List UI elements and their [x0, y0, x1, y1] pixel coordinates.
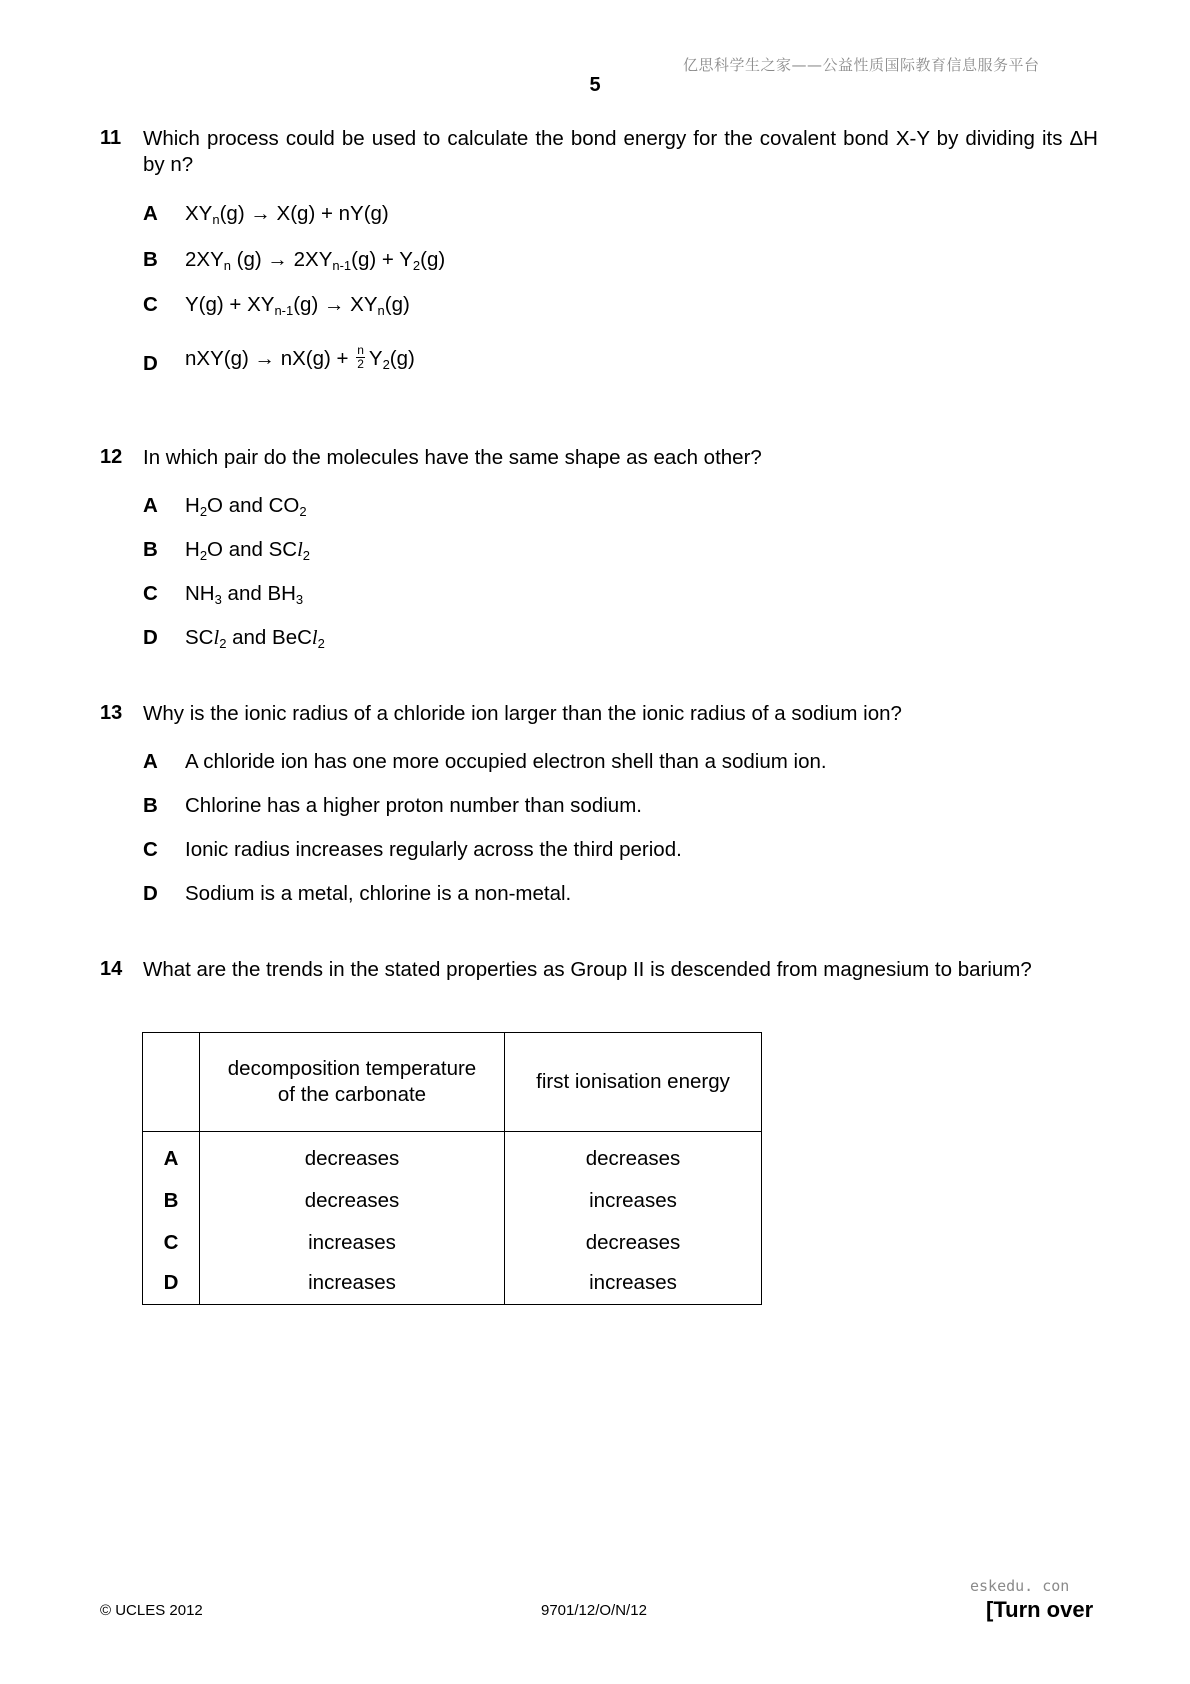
q13-option-b-text: Chlorine has a higher proton number than sodium. — [185, 794, 642, 817]
question-13-text: Why is the ionic radius of a chloride ion larger than the ionic radius of a sodium ion? — [143, 702, 902, 725]
header-watermark: 亿思科学生之家——公益性质国际教育信息服务平台 — [683, 56, 1040, 74]
q11-option-b-equation: $2XY_n$ $(g) \to 2XY_{n-1}(g) + Y_2(g)$ — [185, 248, 446, 273]
table-row-label: B — [143, 1180, 200, 1222]
q13-option-d-text: Sodium is a metal, chlorine is a non-metal. — [185, 882, 572, 905]
q13-option-d-label: D — [143, 882, 158, 905]
q12-option-d-text: SCl$_2$ and BeCl$_2$ — [185, 626, 325, 651]
table-cell-decomposition: decreases — [200, 1132, 505, 1181]
table-cell-ionisation: increases — [505, 1264, 762, 1305]
q11-option-c-label: C — [143, 293, 158, 316]
q12-option-a-label: A — [143, 494, 158, 517]
q11-option-d-label: D — [143, 352, 158, 375]
q12-option-d-label: D — [143, 626, 158, 649]
table-cell-decomposition: decreases — [200, 1180, 505, 1222]
table-cell-decomposition: increases — [200, 1264, 505, 1305]
table-header-blank — [143, 1033, 200, 1132]
q13-option-c-label: C — [143, 838, 158, 861]
table-cell-decomposition: increases — [200, 1222, 505, 1264]
turn-over-label: [Turn over — [986, 1597, 1094, 1622]
footer-paper-code: 9701/12/O/N/12 — [541, 1602, 647, 1619]
question-11-number: 11 — [100, 127, 122, 149]
q13-option-b-label: B — [143, 794, 158, 817]
table-row — [143, 1132, 762, 1181]
q11-option-d-equation: nXY(g) → nX(g) + $\frac{n}{2}$ $Y_2(g)$ — [185, 343, 415, 372]
table-header-decomposition: decomposition temperature of the carbonate — [200, 1033, 505, 1132]
question-12-text: In which pair do the molecules have the same shape as each other? — [143, 446, 762, 469]
table-cell-ionisation: increases — [505, 1180, 762, 1222]
table-row — [143, 1222, 762, 1264]
q13-option-c-text: Ionic radius increases regularly across the third period. — [185, 838, 682, 861]
footer-copyright: © UCLES 2012 — [100, 1602, 203, 1619]
footer-watermark: eskedu. con — [970, 1577, 1070, 1595]
question-13-number: 13 — [100, 702, 123, 724]
q11-option-b-label: B — [143, 248, 158, 271]
table-header-ionisation: first ionisation energy — [505, 1033, 762, 1132]
page-number: 5 — [589, 74, 601, 96]
table-cell-ionisation: decreases — [505, 1222, 762, 1264]
q13-option-a-label: A — [143, 750, 158, 773]
q12-option-c-label: C — [143, 582, 158, 605]
table-row-label: C — [143, 1222, 200, 1264]
q12-option-a-text: $H_2O$ and $CO_2$ — [185, 494, 307, 519]
trends-table — [142, 1032, 762, 1305]
q12-option-c-text: $NH_3$ and $BH_3$ — [185, 582, 304, 607]
question-12-number: 12 — [100, 446, 123, 468]
q11-option-a-equation: $XY_n(g) \to X(g) + nY(g)$ — [185, 202, 389, 227]
q13-option-a-text: A chloride ion has one more occupied electron shell than a sodium ion. — [185, 750, 827, 773]
table-row — [143, 1180, 762, 1222]
table-row-label: D — [143, 1264, 200, 1305]
question-14-number: 14 — [100, 958, 123, 980]
q11-option-a-label: A — [143, 202, 158, 225]
q11-option-c-equation: $Y(g) + XY_{n-1}(g) \to XY_n(g)$ — [185, 293, 410, 318]
table-cell-ionisation: decreases — [505, 1132, 762, 1181]
table-header-row — [143, 1033, 762, 1132]
table-row-label: A — [143, 1132, 200, 1181]
question-11-text: Which process could be used to calculate the bond energy for the covalent bond X-Y by dividing its ΔH by n? — [143, 127, 1098, 176]
q12-option-b-text: $H_2O$ and SCl$_2$ — [185, 538, 311, 563]
table-row — [143, 1264, 762, 1305]
question-14-text: What are the trends in the stated properties as Group II is descended from magnesium to barium? — [143, 958, 1032, 981]
q12-option-b-label: B — [143, 538, 158, 561]
